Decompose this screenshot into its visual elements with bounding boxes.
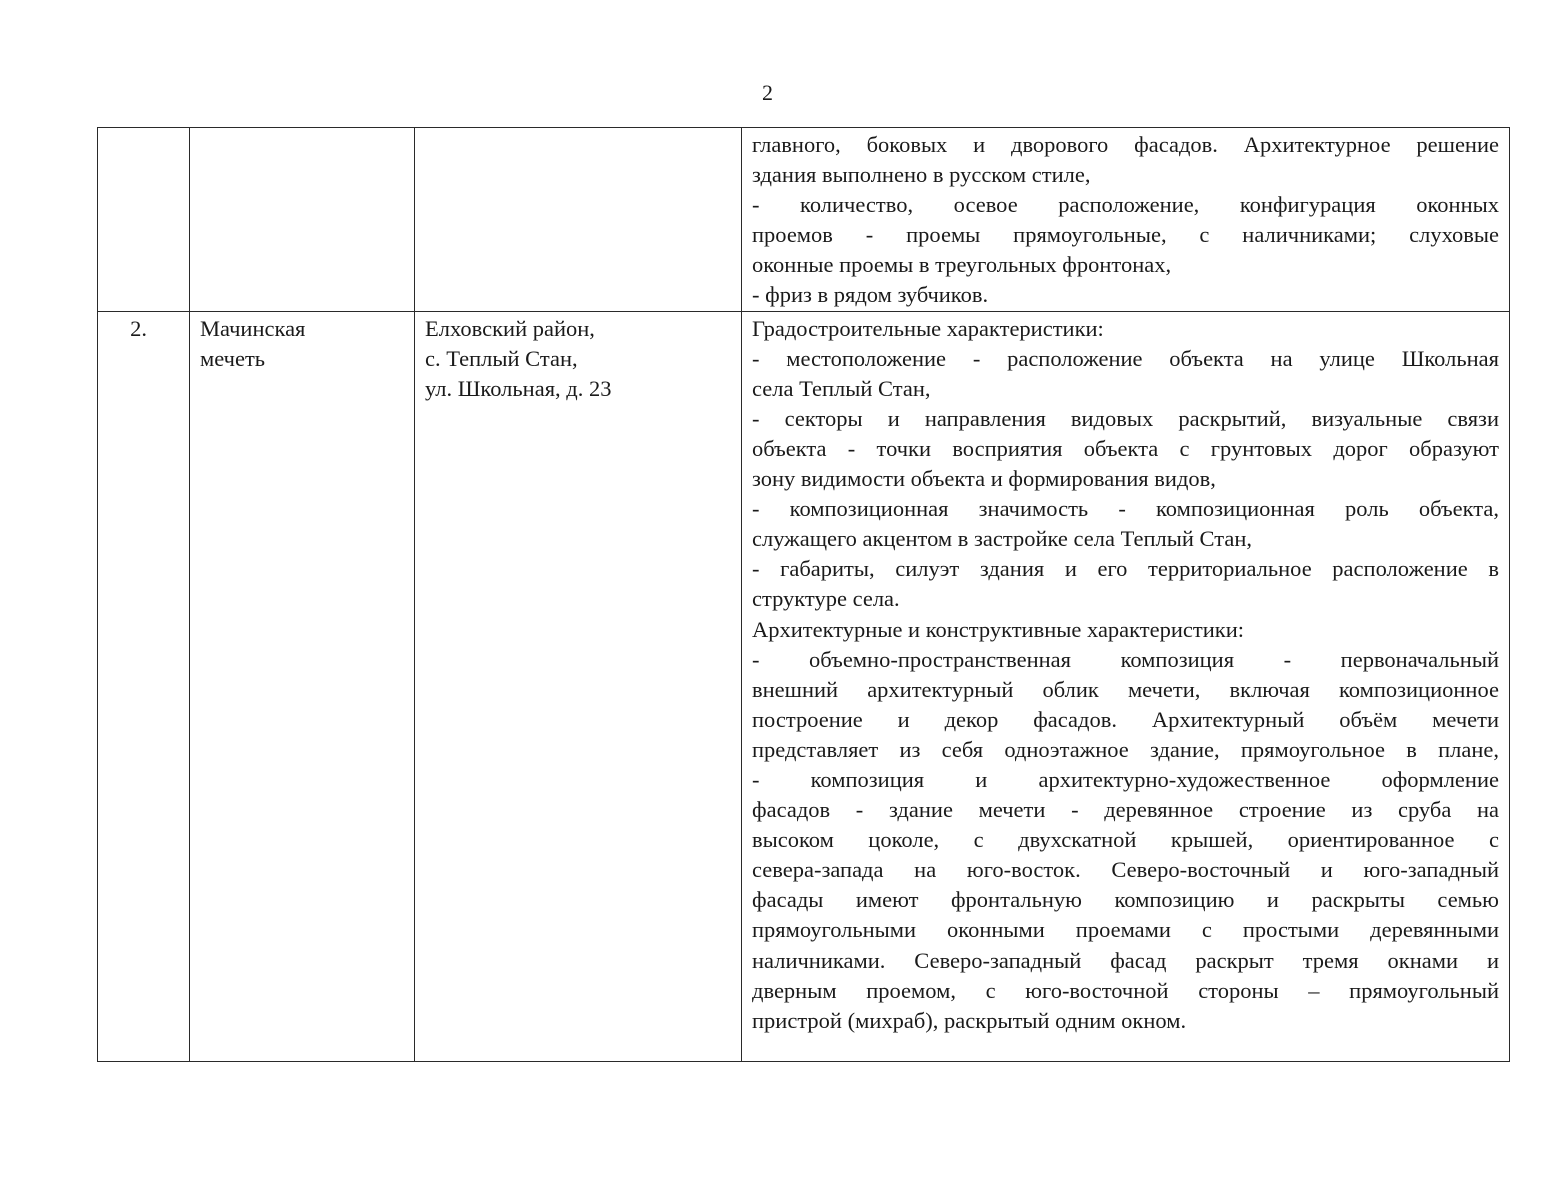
description-line: наличниками. Северо-западный фасад раскрыт тремя окнами и <box>752 947 1499 973</box>
description-line: Архитектурные и конструктивные характеристики: <box>752 616 1245 642</box>
description-line: главного, боковых и дворового фасадов. Архитектурное решение <box>752 132 1499 157</box>
description-text <box>752 130 1499 311</box>
description-line: фасадов - здание мечети - деревянное строение из сруба на <box>752 797 1499 823</box>
description-line: - композиция и архитектурно-художественное оформление <box>752 766 1499 792</box>
description-line: - секторы и направления видовых раскрытий, визуальные связи <box>752 405 1499 431</box>
description-line: - фриз в рядом зубчиков. <box>752 282 989 308</box>
description-line: Градостроительные характеристики: <box>752 315 1104 341</box>
description-line: фасады имеют фронтальную композицию и раскрыты семью <box>752 887 1499 913</box>
description-line: оконные проемы в треугольных фронтонах, <box>752 252 1172 278</box>
description-line: представляет из себя одноэтажное здание, прямоугольное в плане, <box>752 736 1499 762</box>
description-line: построение и декор фасадов. Архитектурный объём мечети <box>752 706 1499 732</box>
description-line: внешний архитектурный облик мечети, включая композиционное <box>752 676 1499 702</box>
description-line: зону видимости объекта и формирования видов, <box>752 466 1216 492</box>
number-cell <box>98 128 190 312</box>
description-line: севера-запада на юго-восток. Северо-восточный и юго-западный <box>752 857 1499 883</box>
address-line: Елховский район, <box>425 315 595 341</box>
address-line: с. Теплый Стан, <box>425 345 578 371</box>
description-line: служащего акцентом в застройке села Теплый Стан, <box>752 526 1252 552</box>
description-cell <box>742 311 1510 1061</box>
monuments-table <box>97 127 1510 1062</box>
name-cell <box>190 311 415 1061</box>
description-line: дверным проемом, с юго-восточной стороны – прямоугольный <box>752 977 1499 1003</box>
address-cell <box>415 311 742 1061</box>
table-row-continuation <box>98 128 1510 312</box>
description-line: пристрой (михраб), раскрытый одним окном. <box>752 1007 1187 1033</box>
description-line: - композиционная значимость - композиционная роль объекта, <box>752 496 1499 522</box>
description-line: объекта - точки восприятия объекта с грунтовых дорог образуют <box>752 435 1499 461</box>
name-cell <box>190 128 415 312</box>
page-number: 2 <box>762 80 773 105</box>
description-line: высоком цоколе, с двухскатной крышей, ориентированное с <box>752 827 1499 853</box>
description-line: здания выполнено в русском стиле, <box>752 162 1091 188</box>
address-line: ул. Школьная, д. 23 <box>425 375 612 401</box>
address-cell <box>415 128 742 312</box>
description-line: структуре села. <box>752 586 900 612</box>
description-line: прямоугольными оконными проемами с простыми деревянными <box>752 917 1499 943</box>
description-line: - количество, осевое расположение, конфигурация оконных <box>752 192 1499 218</box>
name-line: мечеть <box>200 345 266 371</box>
description-line: - местоположение - расположение объекта на улице Школьная <box>752 345 1499 371</box>
number-cell: 2. <box>98 311 190 1061</box>
description-text <box>752 314 1499 1036</box>
table-row <box>98 311 1510 1061</box>
description-cell <box>742 128 1510 312</box>
description-line: села Теплый Стан, <box>752 375 931 401</box>
name-line: Мачинская <box>200 315 306 341</box>
description-line: - объемно-пространственная композиция - первоначальный <box>752 646 1499 672</box>
description-line: проемов - проемы прямоугольные, с наличниками; слуховые <box>752 222 1499 248</box>
description-line: - габариты, силуэт здания и его территориальное расположение в <box>752 556 1499 582</box>
